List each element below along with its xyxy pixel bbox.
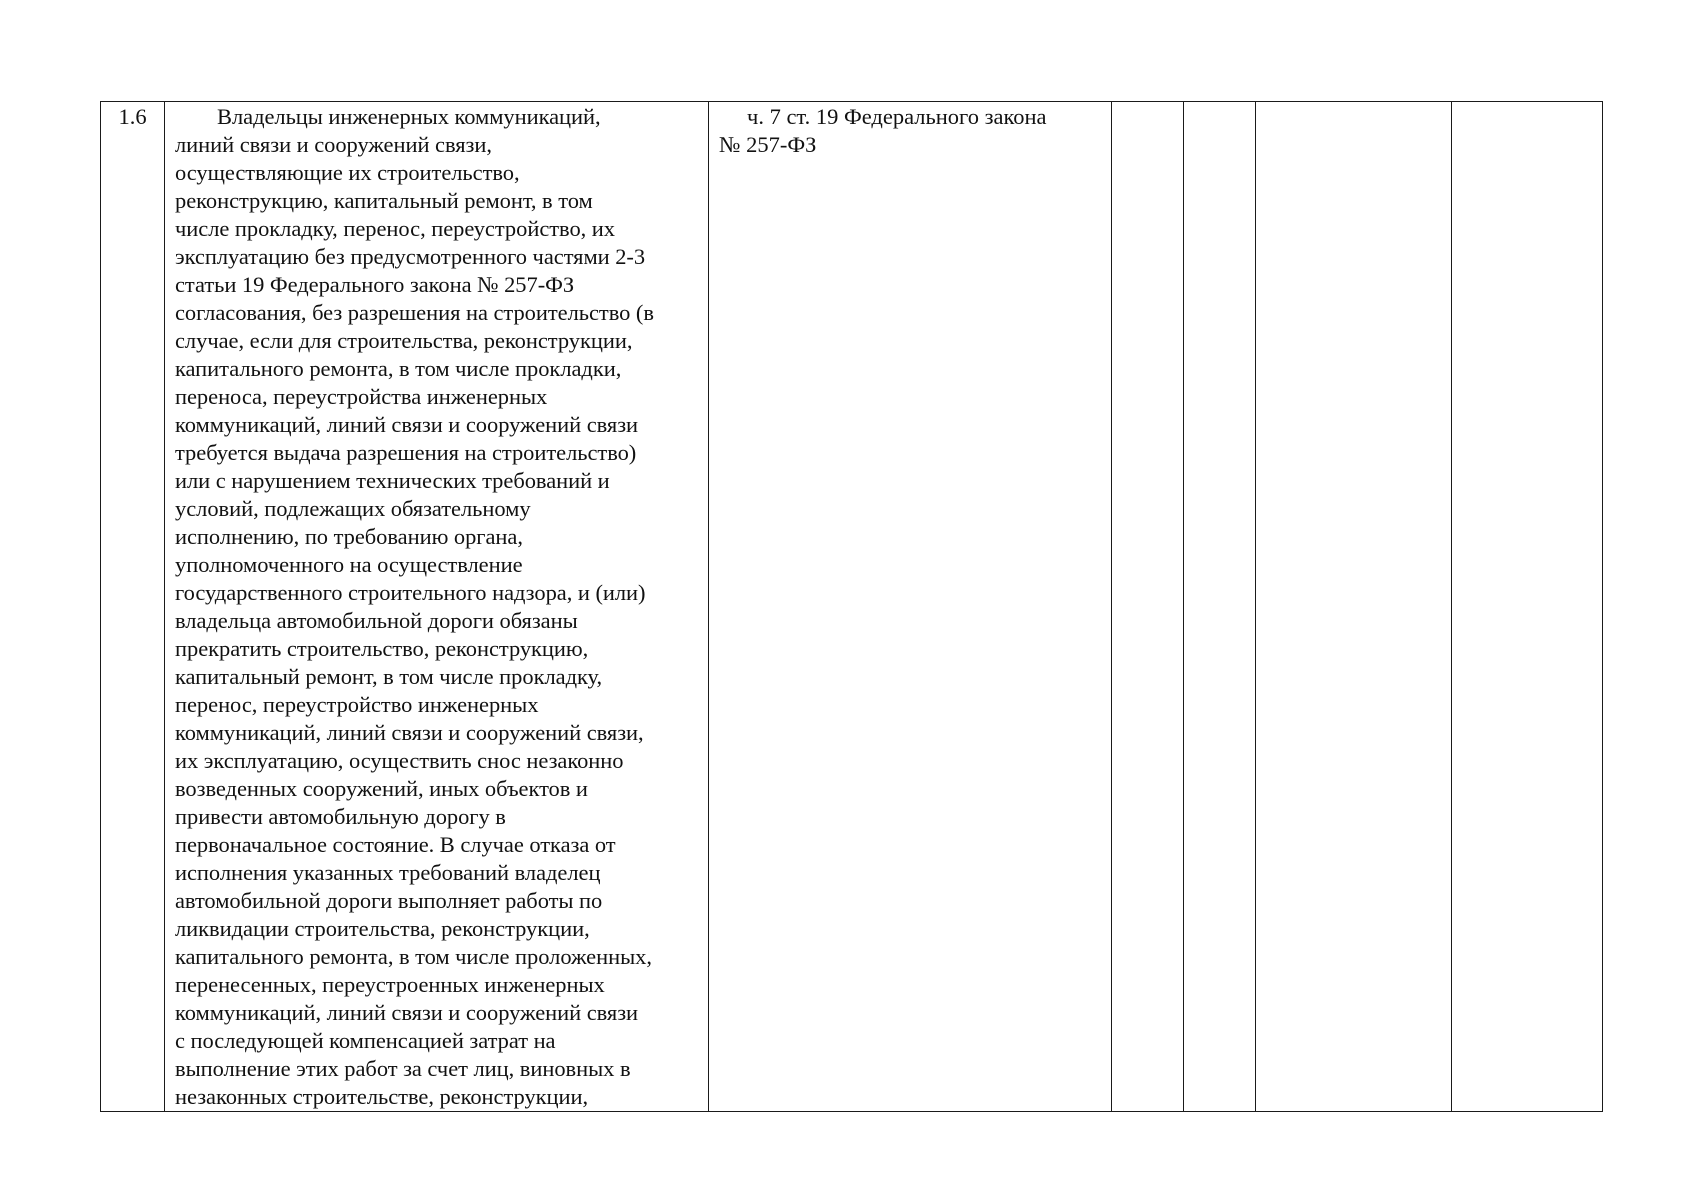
answer-cell-6 (1256, 102, 1452, 1112)
answer-cell-4 (1112, 102, 1184, 1112)
checklist-table (100, 101, 1603, 1112)
requirement-cell (165, 102, 709, 1112)
answer-cell-7 (1452, 102, 1603, 1112)
answer-cell-5 (1184, 102, 1256, 1112)
row-number: 1.6 (118, 104, 147, 129)
legal-reference-text: ч. 7 ст. 19 Федерального закона № 257-ФЗ (719, 104, 1047, 157)
requirement-text: Владельцы инженерных коммуникаций, линий связи и сооружений связи, осуществляющие их строительство, реконструкцию, капитальный ремонт, в том числе прокладку, перенос, переустройство, их эксплуатацию без предусмотренного частями 2-3 статьи 19 Федерального закона № 257-ФЗ согласования, без разрешения на строительство (в случае, если для строительства, реконструкции, капитального ремонта, в том числе прокладки, переноса, переустройства инженерных коммуникаций, линий связи и сооружений связи требуется выдача разрешения на строительство) или с нарушением технических требований и условий, подлежащих обязательному исполнению, по требованию органа, уполномоченного на осуществление государственного строительного надзора, и (или) владельца автомобильной дороги обязаны прекратить строительство, реконструкцию, капитальный ремонт, в том числе прокладку, перенос, переустройство инженерных коммуникаций, линий связи и сооружений связи, их эксплуатацию, осуществить снос незаконно возведенных сооружений, иных объектов и привести автомобильную дорогу в первоначальное состояние. В случае отказа от исполнения указанных требований владелец автомобильной дороги выполняет работы по ликвидации строительства, реконструкции, капитального ремонта, в том числе проложенных, перенесенных, переустроенных инженерных коммуникаций, линий связи и сооружений связи с последующей компенсацией затрат на выполнение этих работ за счет лиц, виновных в незаконных строительстве, реконструкции, (175, 104, 654, 1109)
table-row (101, 102, 1603, 1112)
row-number-cell (101, 102, 165, 1112)
legal-reference-cell (709, 102, 1112, 1112)
